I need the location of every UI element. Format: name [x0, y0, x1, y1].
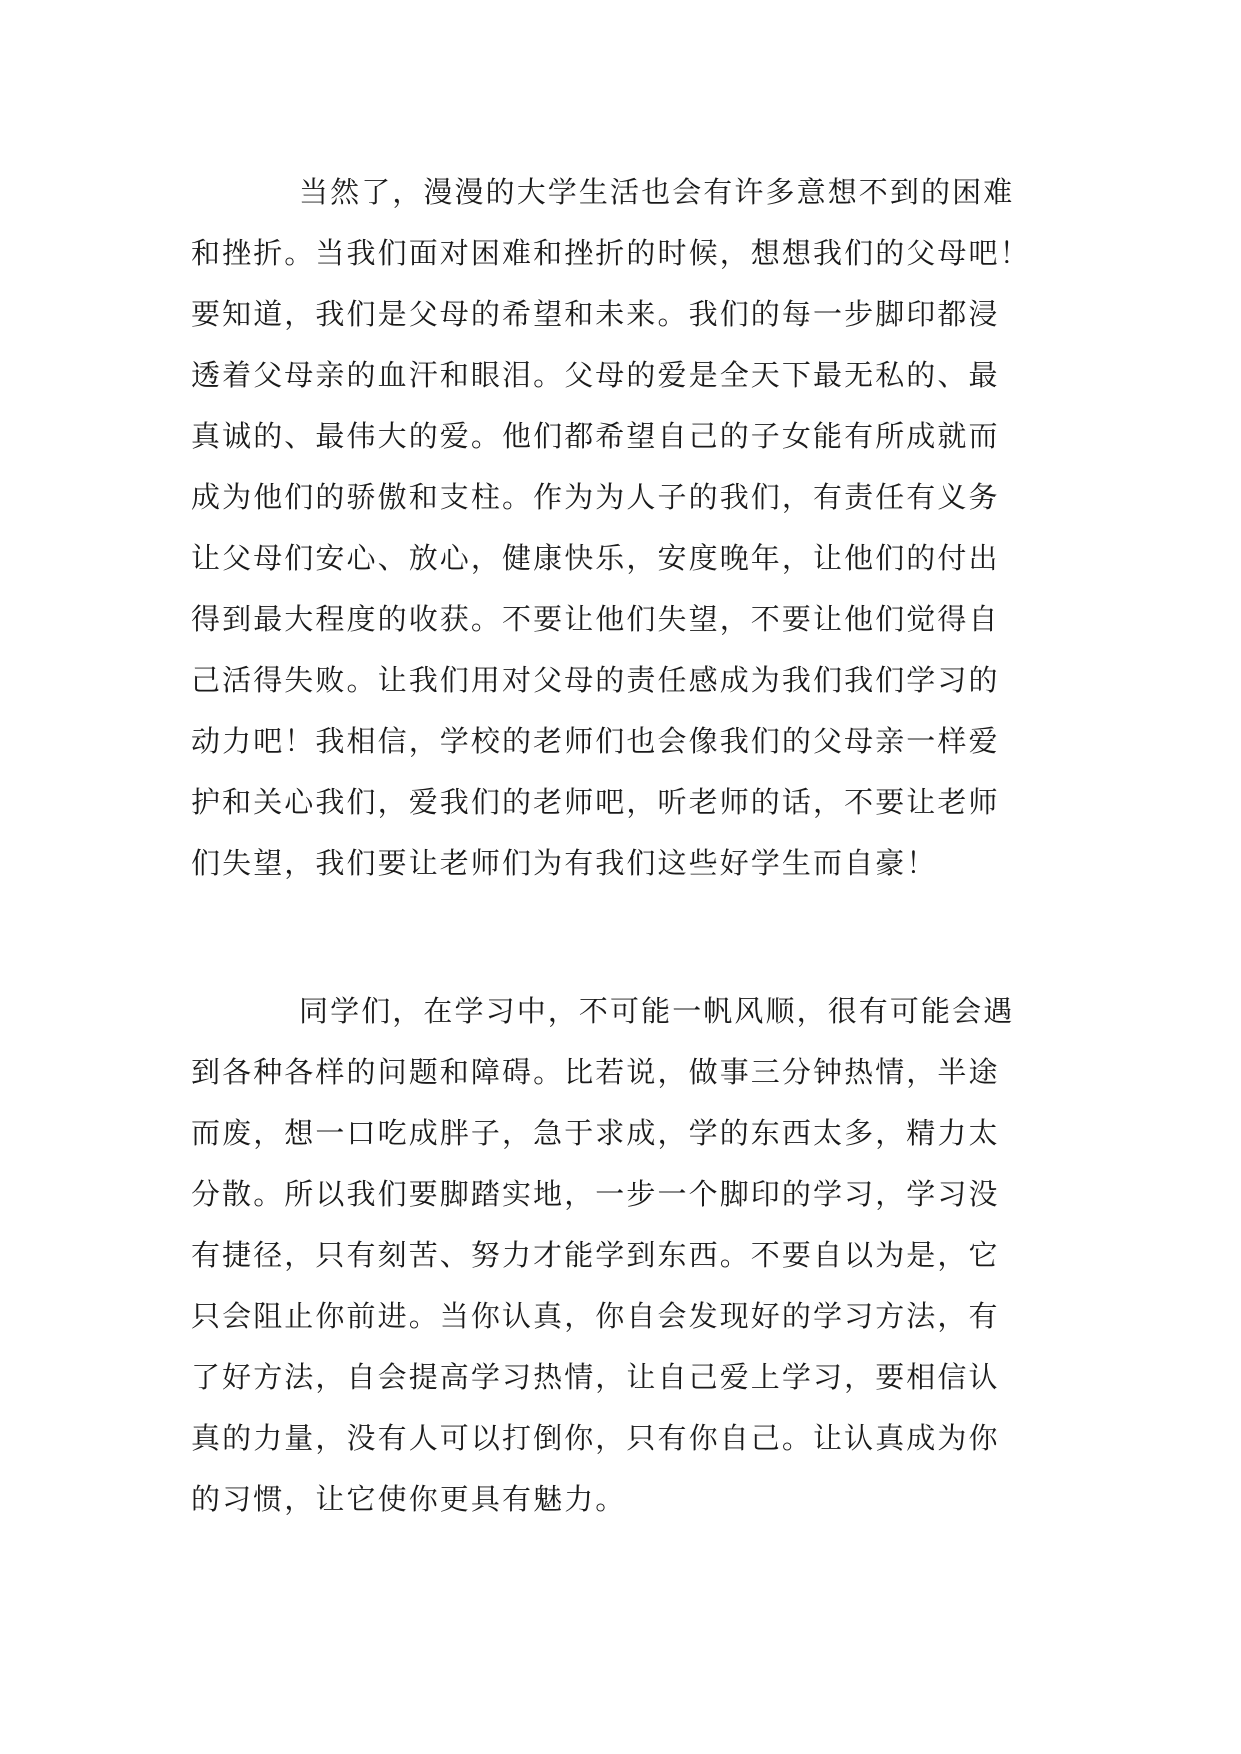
paragraph-line: 只会阻止你前进。当你认真，你自会发现好的学习方法，有	[191, 1299, 1000, 1333]
paragraph-study	[191, 981, 1051, 1530]
paragraph-line: 有捷径，只有刻苦、努力才能学到东西。不要自以为是，它	[191, 1238, 1000, 1272]
paragraph-line: 动力吧！我相信，学校的老师们也会像我们的父母亲一样爱	[191, 724, 1000, 758]
paragraph-line: 们失望，我们要让老师们为有我们这些好学生而自豪！	[191, 846, 938, 880]
paragraph-line: 透着父母亲的血汗和眼泪。父母的爱是全天下最无私的、最	[191, 358, 1000, 392]
paragraph-line: 到各种各样的问题和障碍。比若说，做事三分钟热情，半途	[191, 1055, 1000, 1089]
paragraph-line: 分散。所以我们要脚踏实地，一步一个脚印的学习，学习没	[191, 1177, 1000, 1211]
paragraph-line: 真诚的、最伟大的爱。他们都希望自己的子女能有所成就而	[191, 419, 1000, 453]
paragraph-line: 己活得失败。让我们用对父母的责任感成为我们我们学习的	[191, 663, 1000, 697]
paragraph-line: 同学们，在学习中，不可能一帆风顺，很有可能会遇	[299, 994, 1015, 1028]
paragraph-line: 成为他们的骄傲和支柱。作为为人子的我们，有责任有义务	[191, 480, 1000, 514]
paragraph-line: 要知道，我们是父母的希望和未来。我们的每一步脚印都浸	[191, 297, 1000, 331]
paragraph-line: 当然了，漫漫的大学生活也会有许多意想不到的困难	[299, 175, 1015, 209]
paragraph-line: 了好方法，自会提高学习热情，让自己爱上学习，要相信认	[191, 1360, 1000, 1394]
paragraph-line: 护和关心我们，爱我们的老师吧，听老师的话，不要让老师	[191, 785, 1000, 819]
paragraph-line: 和挫折。当我们面对困难和挫折的时候，想想我们的父母吧！	[191, 236, 1031, 270]
paragraph-line: 而废，想一口吃成胖子，急于求成，学的东西太多，精力太	[191, 1116, 1000, 1150]
paragraph-line: 得到最大程度的收获。不要让他们失望，不要让他们觉得自	[191, 602, 1000, 636]
paragraph-line: 让父母们安心、放心，健康快乐，安度晚年，让他们的付出	[191, 541, 1000, 575]
paragraph-line: 的习惯，让它使你更具有魅力。	[191, 1482, 627, 1516]
paragraph-parents	[191, 162, 1051, 894]
paragraph-line: 真的力量，没有人可以打倒你，只有你自己。让认真成为你	[191, 1421, 1000, 1455]
